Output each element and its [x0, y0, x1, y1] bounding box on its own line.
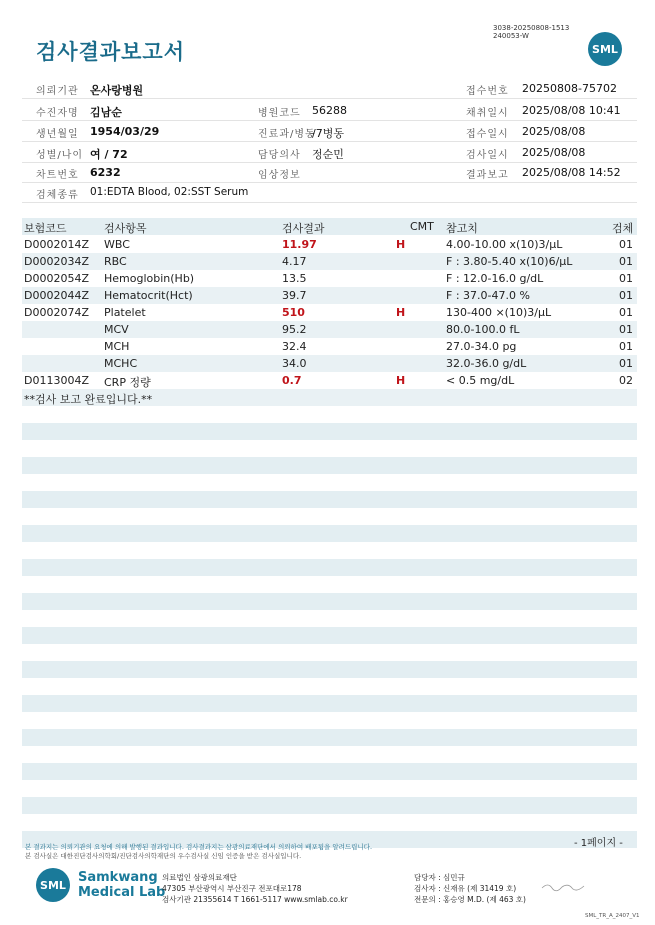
sex-age-label: 성별/나이 — [36, 150, 84, 161]
sex-age-value: 여 / 72 — [90, 148, 128, 161]
org-name: 의료법인 삼광의료재단 — [162, 873, 237, 882]
cell-spec: 01 — [619, 238, 633, 251]
test-date-value: 2025/08/08 — [522, 146, 586, 159]
empty-row — [22, 457, 637, 474]
empty-row — [22, 797, 637, 814]
header-result: 검사결과 — [282, 222, 325, 235]
info-row-dob — [22, 121, 637, 142]
empty-row — [22, 491, 637, 508]
cell-result: 32.4 — [282, 340, 307, 353]
patient-label: 수진자명 — [36, 108, 79, 119]
info-row-patient — [22, 100, 637, 121]
empty-row — [22, 593, 637, 610]
cell-code: D0002044Z — [24, 289, 89, 302]
document-id-line1: 3038-20250808-1513 — [493, 24, 570, 32]
brand-line2: Medical Lab — [78, 885, 166, 900]
cell-item: WBC — [104, 238, 130, 251]
empty-row — [22, 559, 637, 576]
empty-row — [22, 661, 637, 678]
empty-row — [22, 627, 637, 644]
table-row — [22, 372, 637, 389]
dept-label: 진료과/병동 — [258, 129, 316, 140]
completion-text: **검사 보고 완료입니다.** — [24, 393, 153, 406]
header-spec: 검체 — [612, 222, 634, 235]
empty-row — [22, 695, 637, 712]
doctor-label: 담당의사 — [258, 150, 301, 161]
cell-spec: 01 — [619, 340, 633, 353]
footer-note-2: 본 검사실은 대한진단검사의학회/진단검사의학재단의 우수검사실 신임 인증을 받은 검사실입니다. — [25, 852, 302, 860]
cell-ref: 27.0-34.0 pg — [446, 340, 517, 353]
cell-code: D0002014Z — [24, 238, 89, 251]
cell-result: 4.17 — [282, 255, 307, 268]
cell-item: MCH — [104, 340, 130, 353]
form-code: SML_TR_A_2407_V1 — [585, 913, 640, 919]
patient-value: 김남순 — [90, 106, 122, 119]
hospital-label: 의뢰기관 — [36, 86, 79, 97]
report-label: 결과보고 — [466, 170, 509, 181]
clinical-label: 임상정보 — [258, 170, 301, 181]
doctor-value: 정순민 — [312, 148, 344, 161]
empty-row — [22, 525, 637, 542]
report-title: 검사결과보고서 — [36, 40, 186, 64]
cell-spec: 01 — [619, 323, 633, 336]
sampling-label: 채취일시 — [466, 108, 509, 119]
receipt-no-value: 20250808-75702 — [522, 82, 617, 95]
cell-result: 34.0 — [282, 357, 307, 370]
brand-name — [78, 870, 165, 900]
sml-logo-icon: SML — [588, 32, 622, 66]
dept-value: /7병동 — [312, 127, 344, 140]
org-info — [162, 872, 348, 905]
cell-code: D0002034Z — [24, 255, 89, 268]
cell-spec: 01 — [619, 255, 633, 268]
specimen-value: 01:EDTA Blood, 02:SST Serum — [90, 186, 249, 198]
report-value: 2025/08/08 14:52 — [522, 166, 621, 179]
staff-specialist: 전문의 : 홍승영 M.D. (제 463 호) — [414, 895, 526, 904]
specimen-label: 검체종류 — [36, 190, 79, 201]
cell-item: Hematocrit(Hct) — [104, 289, 193, 302]
cell-result: 11.97 — [282, 238, 317, 251]
table-row — [22, 236, 637, 253]
receipt-date-label: 접수일시 — [466, 129, 509, 140]
document-id-line2: 240053-W — [493, 32, 529, 40]
sml-footer-logo-icon: SML — [36, 868, 70, 902]
dob-label: 생년월일 — [36, 129, 79, 140]
sampling-value: 2025/08/08 10:41 — [522, 104, 621, 117]
cell-ref: F : 12.0-16.0 g/dL — [446, 272, 544, 285]
hosp-code-label: 병원코드 — [258, 108, 301, 119]
table-row — [22, 355, 637, 372]
org-address: 47305 부산광역시 부산진구 전포대로178 — [162, 884, 302, 893]
receipt-date-value: 2025/08/08 — [522, 125, 586, 138]
org-contact: 검사기관 21355614 T 1661-5117 www.smlab.co.kr — [162, 895, 348, 904]
completion-row — [22, 389, 637, 406]
empty-row — [22, 729, 637, 746]
empty-row — [22, 763, 637, 780]
cell-code: D0002054Z — [24, 272, 89, 285]
cell-result: 510 — [282, 306, 305, 319]
staff-manager: 담당자 : 심민규 — [414, 873, 465, 882]
document-id — [493, 24, 569, 40]
empty-row — [22, 423, 637, 440]
page-number: - 1페이지 - — [574, 838, 623, 849]
cell-ref: < 0.5 mg/dL — [446, 374, 515, 387]
table-row — [22, 287, 637, 304]
cell-flag: H — [396, 374, 406, 387]
table-row — [22, 321, 637, 338]
cell-result: 13.5 — [282, 272, 307, 285]
footer-note-1: 본 결과지는 의뢰기관의 요청에 의해 발행된 결과입니다. 검사결과지는 삼광의료재단에서 의뢰하여 배포됨을 알려드립니다. — [25, 843, 373, 851]
cell-ref: 32.0-36.0 g/dL — [446, 357, 527, 370]
header-ref: 참고치 — [446, 222, 478, 235]
cell-ref: 4.00-10.00 x(10)3/μL — [446, 238, 563, 251]
cell-result: 39.7 — [282, 289, 307, 302]
receipt-no-label: 접수번호 — [466, 86, 509, 97]
test-date-label: 검사일시 — [466, 150, 509, 161]
info-row-sex-age — [22, 142, 637, 163]
cell-spec: 01 — [619, 306, 633, 319]
staff-tester: 검사자 : 신재유 (제 31419 호) — [414, 884, 517, 893]
cell-spec: 01 — [619, 272, 633, 285]
dob-value: 1954/03/29 — [90, 125, 160, 138]
cell-spec: 01 — [619, 289, 633, 302]
cell-item: MCHC — [104, 357, 138, 370]
cell-spec: 02 — [619, 374, 633, 387]
staff-info — [414, 872, 526, 905]
cell-ref: F : 37.0-47.0 % — [446, 289, 530, 302]
cell-spec: 01 — [619, 357, 633, 370]
cell-item: Platelet — [104, 306, 146, 319]
cell-item: CRP 정량 — [104, 376, 151, 389]
info-row-hospital — [22, 78, 637, 99]
cell-code: D0113004Z — [24, 374, 89, 387]
header-code: 보험코드 — [24, 222, 67, 235]
cell-item: MCV — [104, 323, 129, 336]
cell-flag: H — [396, 238, 406, 251]
cell-ref: 130-400 ×(10)3/μL — [446, 306, 552, 319]
results-table-header — [22, 218, 637, 235]
hosp-code-value: 56288 — [312, 104, 347, 117]
cell-ref: 80.0-100.0 fL — [446, 323, 520, 336]
header-cmt: CMT — [410, 220, 434, 233]
table-row — [22, 304, 637, 321]
hospital-value: 온사랑병원 — [90, 84, 144, 97]
chart-no-label: 차트번호 — [36, 170, 79, 181]
header-item: 검사항목 — [104, 222, 147, 235]
cell-item: Hemoglobin(Hb) — [104, 272, 195, 285]
table-row — [22, 338, 637, 355]
cell-code: D0002074Z — [24, 306, 89, 319]
signature-icon — [540, 880, 588, 892]
brand-line1: Samkwang — [78, 870, 158, 885]
table-row — [22, 253, 637, 270]
info-row-chart — [22, 162, 637, 183]
cell-result: 95.2 — [282, 323, 307, 336]
info-row-specimen — [22, 182, 637, 203]
cell-ref: F : 3.80-5.40 x(10)6/μL — [446, 255, 573, 268]
chart-no-value: 6232 — [90, 166, 121, 179]
cell-result: 0.7 — [282, 374, 302, 387]
table-row — [22, 270, 637, 287]
cell-flag: H — [396, 306, 406, 319]
cell-item: RBC — [104, 255, 127, 268]
